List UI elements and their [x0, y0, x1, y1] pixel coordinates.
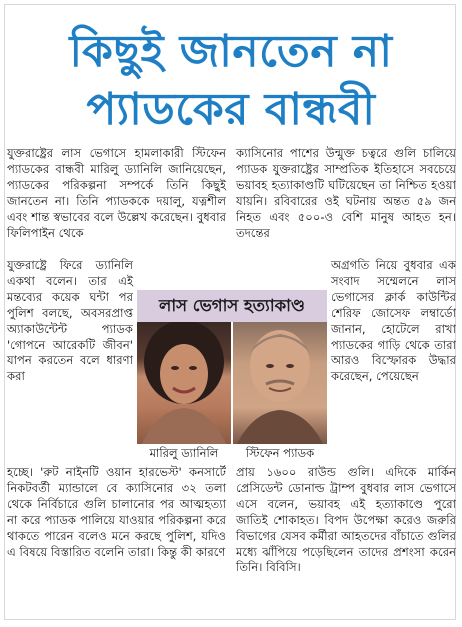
caption-stephen-paddock: স্টিফেন প্যাডক [245, 446, 315, 460]
headline-line-2: প্যাডকের বান্ধবী [86, 84, 376, 135]
paragraph: ক্যাসিনোর পাশের উন্মুক্ত চত্বরে গুলি চালিয়ে প্যাডক যুক্তরাষ্ট্রের সাম্প্রতিক ইতিহাসে সবচেয়ে ভয়াবহ হত্যাকাণ্ডটি ঘটিয়েছেন তা নিশ্চিত হওয়া যায়নি। রবিবারের ওই ঘটনায় অন্তত ৫৯ জন নিহত এবং ৫০০-ও বেশি মানুষ আহত হন। তদন্তের [236, 146, 456, 240]
paragraph: অগ্রগতি নিয়ে বুধবার এক সংবাদ সম্মেলনে লাস ভেগাসের ক্লার্ক কাউন্টির শেরিফ জোসেফ লম্বার্ডো জানান, হোটেলে রাখা প্যাডকের গাড়ি থেকে তারা আরও বিস্ফোরক উদ্ধার করেছেন, পেয়েছেন [331, 258, 456, 384]
left-column-middle [7, 258, 133, 385]
paragraph: হচ্ছে। 'রুট নাইনটি ওয়ান হারভেস্ট' কনসার্টে নিকটবর্তী ম্যান্ডালে বে ক্যাসিনোর ৩২ তলা থেকে নির্বিচারে গুলি চালানোর পর আত্মহত্যা না করে প্যাডক পালিয়ে যাওয়ার পরিকল্পনা করে থাকতে পারেন বলেও মনে করছে পুলিশ, যদিও এ বিষয়ে বিস্তারিত বলেনি তারা। কিন্তু কী কারণে [7, 465, 226, 559]
paragraph: যুক্তরাষ্ট্রের লাস ভেগাসে হামলাকারী স্টিফেন প্যাডকের বান্ধবী মারিলু ড্যানিলি জানিয়েছেন, প্যাডকের পরিকল্পনা সম্পর্কে তিনি কিছুই জানতেন না। তিনি প্যাডককে দয়ালু, যত্নশীল এবং শান্ত স্বভাবের বলে উল্লেখ করেছেন। বুধবার ফিলিপাইন থেকে [7, 146, 226, 240]
right-column-bottom [236, 465, 456, 576]
right-column-middle [331, 258, 456, 385]
left-column-top [7, 146, 226, 241]
paragraph: প্রায় ১৬০০ রাউন্ড গুলি। এদিকে মার্কিন প্রেসিডেন্ট ডোনাল্ড ট্রাম্প বুধবার লাস ভেগাসে এসে বলেন, ভয়াবহ এই হত্যাকাণ্ডে পুরো জাতিই শোকাহত। বিপদ উপেক্ষা করেও জরুরি বিভাগের যেসব কর্মীরা আহতদের বাঁচাতে গুলির মধ্যে ঝাঁপিয়ে পড়েছিলেন তাদের প্রশংসা করেন তিনি। বিবিসি। [236, 465, 456, 575]
photo-marilou-danley [137, 322, 231, 444]
left-column-bottom [7, 465, 226, 560]
right-column-top [236, 146, 456, 241]
portrait-woman [137, 322, 231, 444]
portrait-man [233, 322, 327, 444]
paragraph: যুক্তরাষ্ট্রে ফিরে ড্যানিলি একথা বলেন। তার এই মন্তব্যের কয়েক ঘন্টা পর পুলিশ বলছে, অবসরপ্রাপ্ত অ্যাকাউন্টেন্ট প্যাডক 'গোপনে আরেকটি জীবন' যাপন করতেন বলে ধারণা করা [7, 258, 133, 384]
photo-box-title: লাস ভেগাস হত্যাকাণ্ড [137, 290, 327, 322]
photo-box [137, 290, 327, 460]
photo-stephen-paddock [233, 322, 327, 444]
caption-marilou-danley: মারিলু ড্যানিলি [149, 446, 219, 460]
headline-line-1: কিছুই জানতেন না [69, 26, 393, 77]
